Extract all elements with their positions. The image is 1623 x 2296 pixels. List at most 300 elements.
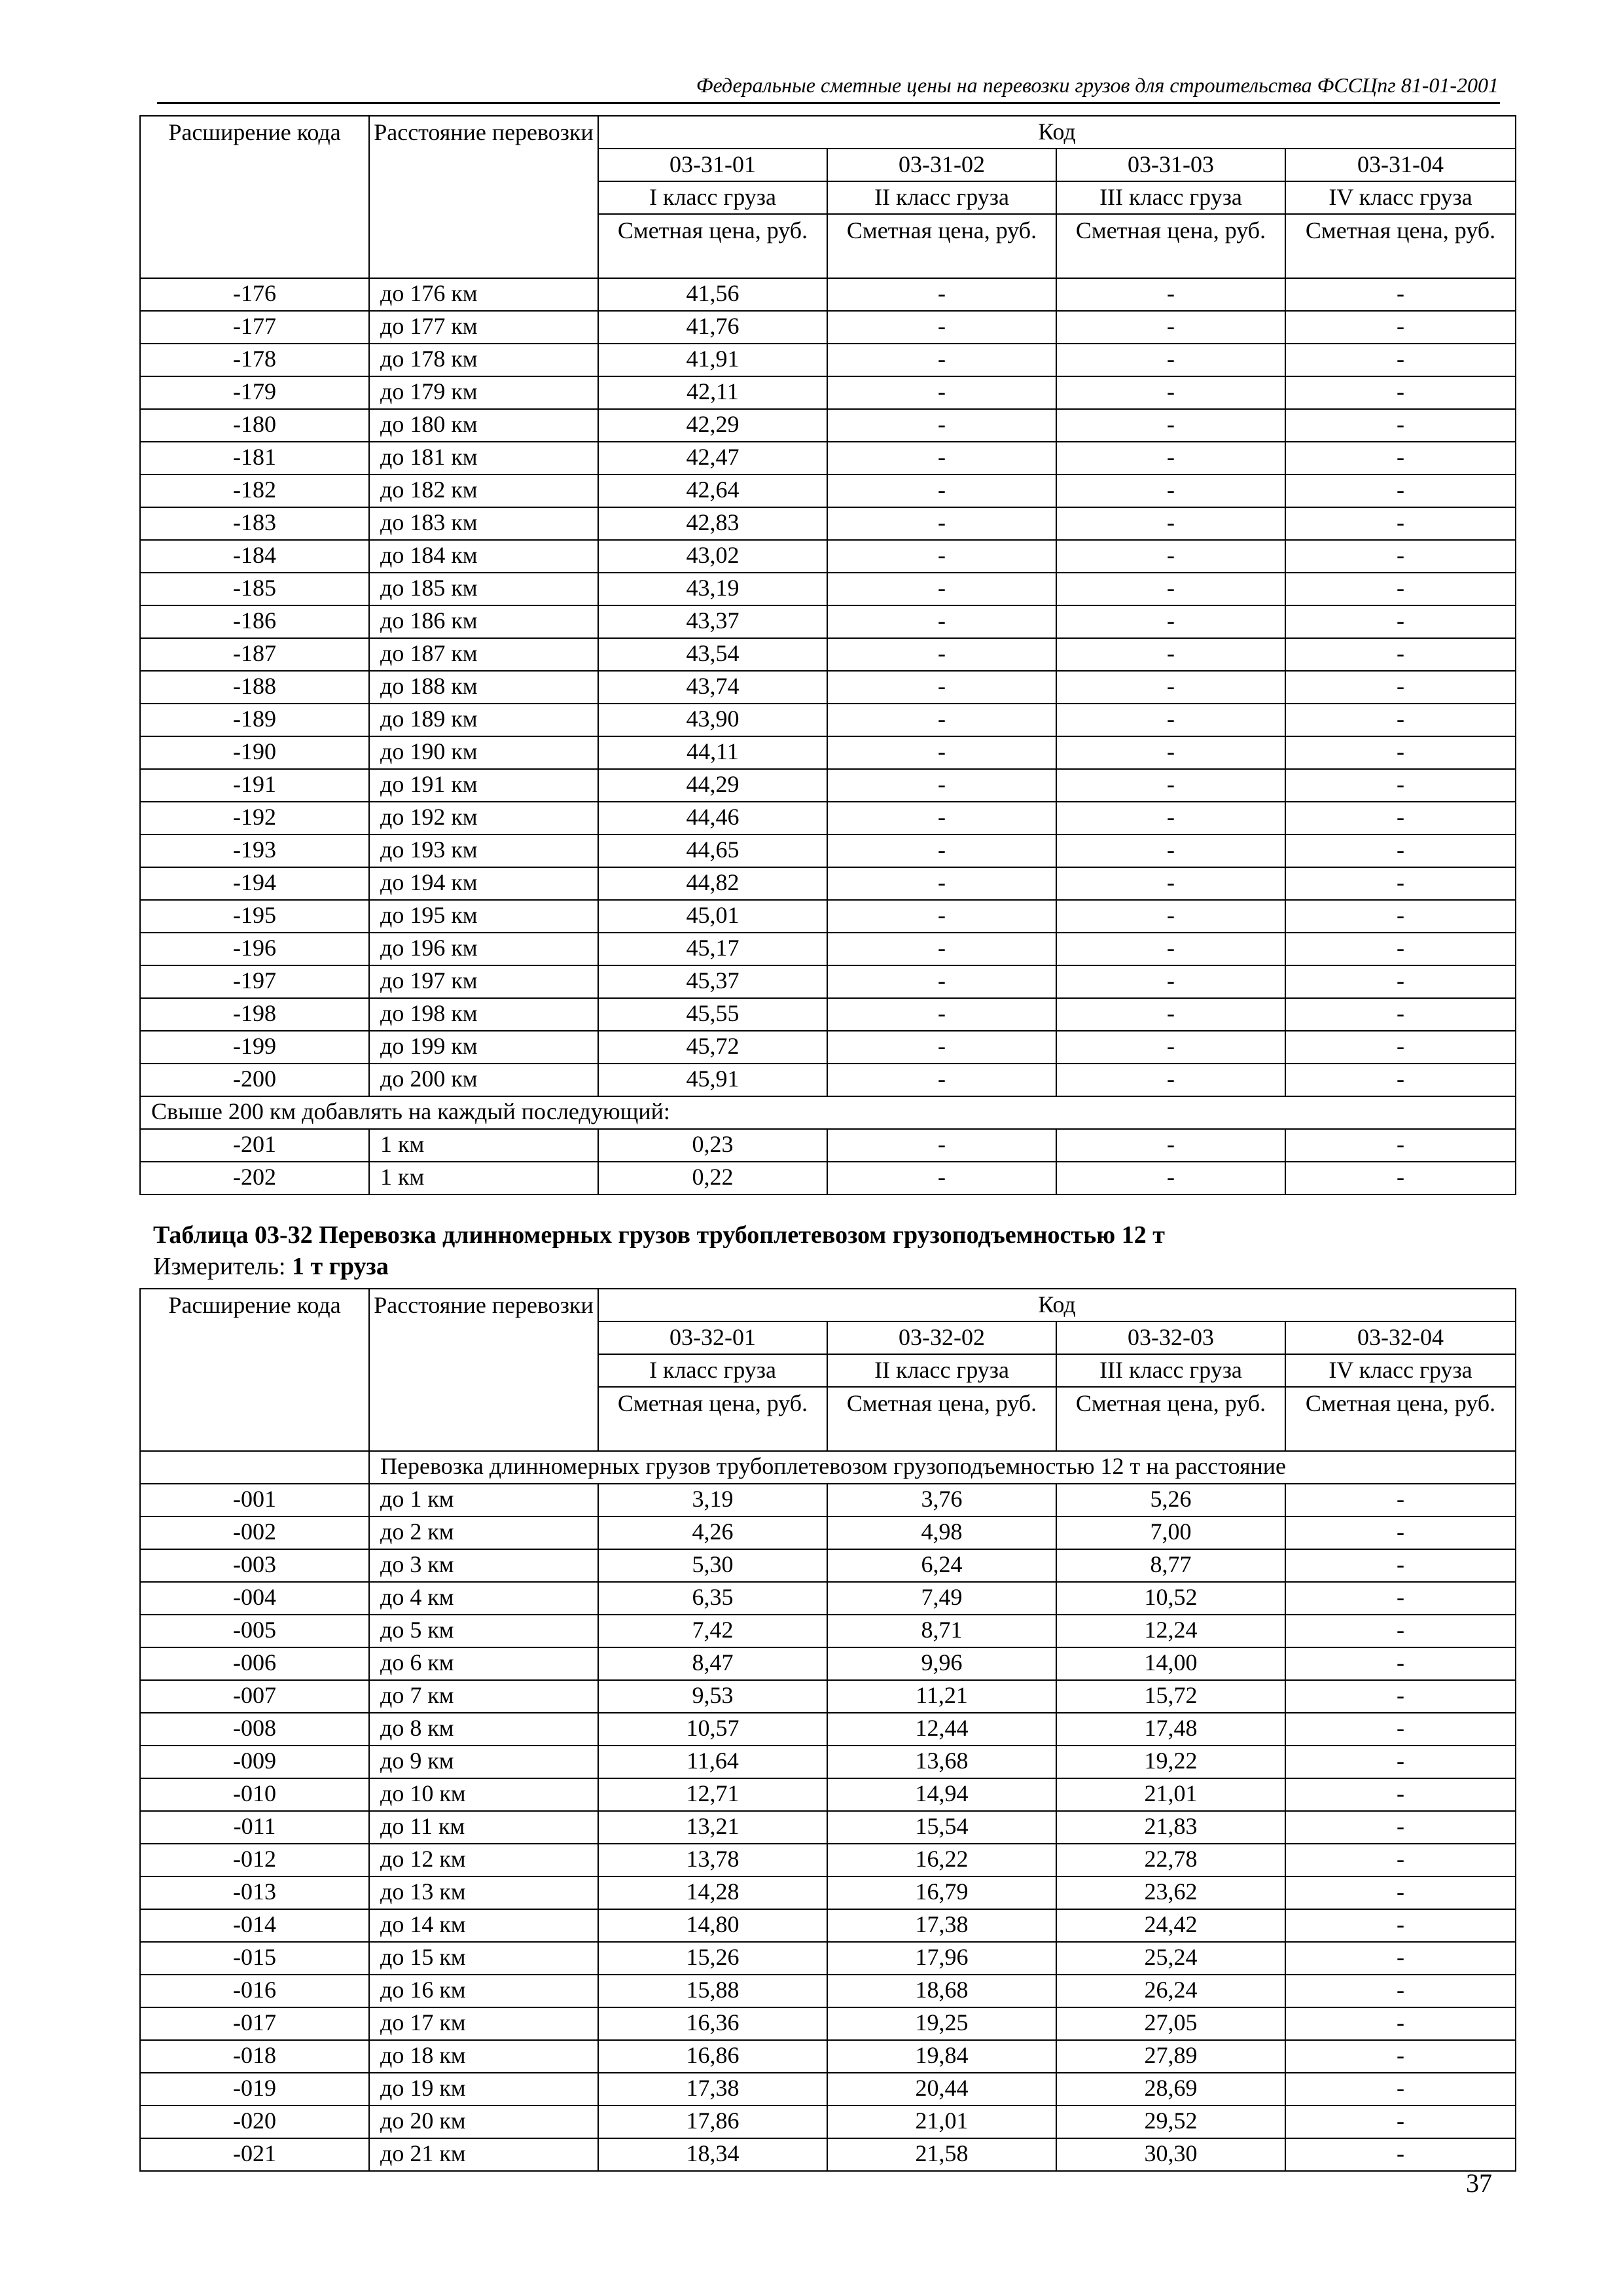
code-extension-cell: -183 — [140, 507, 369, 540]
col-header-extension: Расширение кода — [140, 1289, 369, 1451]
distance-cell: до 16 км — [369, 1975, 598, 2007]
distance-cell: до 11 км — [369, 1811, 598, 1844]
distance-cell: до 3 км — [369, 1549, 598, 1582]
section-row: Перевозка длинномерных грузов трубоплетевозом грузоподъемностью 12 т на расстояние — [369, 1451, 1516, 1484]
price-cell: 21,01 — [1056, 1778, 1285, 1811]
class-header: II класс груза — [827, 1354, 1056, 1387]
distance-cell: до 192 км — [369, 802, 598, 834]
price-cell: - — [1056, 540, 1285, 573]
code-header: 03-32-01 — [598, 1321, 827, 1354]
price-cell: - — [1056, 507, 1285, 540]
table-row — [140, 311, 1516, 344]
distance-cell: до 197 км — [369, 965, 598, 998]
price-cell: 14,00 — [1056, 1647, 1285, 1680]
distance-cell: до 20 км — [369, 2106, 598, 2138]
price-cell: 4,26 — [598, 1516, 827, 1549]
distance-cell: до 5 км — [369, 1615, 598, 1647]
header-rule — [157, 102, 1500, 104]
price-cell: 42,47 — [598, 442, 827, 475]
distance-cell: до 198 км — [369, 998, 598, 1031]
code-extension-cell: -004 — [140, 1582, 369, 1615]
distance-cell: до 183 км — [369, 507, 598, 540]
table-row — [140, 1713, 1516, 1746]
price-header: Сметная цена, руб. — [1056, 214, 1285, 278]
price-cell: - — [827, 442, 1056, 475]
distance-cell: до 4 км — [369, 1582, 598, 1615]
price-cell: - — [1285, 2007, 1516, 2040]
table-row — [140, 540, 1516, 573]
price-cell: 17,96 — [827, 1942, 1056, 1975]
table-row — [140, 605, 1516, 638]
price-cell: - — [1285, 965, 1516, 998]
distance-cell: до 186 км — [369, 605, 598, 638]
price-cell: - — [1285, 1615, 1516, 1647]
code-extension-cell: -177 — [140, 311, 369, 344]
table-row — [140, 1778, 1516, 1811]
price-cell: - — [1285, 2073, 1516, 2106]
price-cell: - — [1056, 409, 1285, 442]
distance-cell: до 178 км — [369, 344, 598, 376]
price-cell: 45,91 — [598, 1064, 827, 1096]
code-extension-cell: -192 — [140, 802, 369, 834]
price-cell: 7,00 — [1056, 1516, 1285, 1549]
price-cell: 16,22 — [827, 1844, 1056, 1876]
price-cell: 43,37 — [598, 605, 827, 638]
table-row — [140, 1516, 1516, 1549]
code-extension-cell: -001 — [140, 1484, 369, 1516]
price-header: Сметная цена, руб. — [1285, 1387, 1516, 1451]
price-cell: 17,48 — [1056, 1713, 1285, 1746]
price-cell: 43,19 — [598, 573, 827, 605]
code-header: 03-31-03 — [1056, 149, 1285, 181]
price-cell: - — [1285, 769, 1516, 802]
table-row — [140, 2073, 1516, 2106]
price-cell: - — [1285, 704, 1516, 736]
price-cell: - — [1056, 933, 1285, 965]
distance-cell: до 181 км — [369, 442, 598, 475]
price-cell: 5,26 — [1056, 1484, 1285, 1516]
distance-cell: до 189 км — [369, 704, 598, 736]
price-cell: 45,01 — [598, 900, 827, 933]
price-cell: - — [827, 965, 1056, 998]
price-cell: - — [1056, 278, 1285, 311]
distance-cell: до 185 км — [369, 573, 598, 605]
price-cell: 14,94 — [827, 1778, 1056, 1811]
price-cell: - — [1285, 1582, 1516, 1615]
table-row — [140, 1549, 1516, 1582]
class-header: III класс груза — [1056, 1354, 1285, 1387]
price-cell: - — [1285, 376, 1516, 409]
price-cell: 21,58 — [827, 2138, 1056, 2171]
price-cell: - — [1285, 475, 1516, 507]
distance-cell: до 190 км — [369, 736, 598, 769]
price-header: Сметная цена, руб. — [827, 1387, 1056, 1451]
price-header: Сметная цена, руб. — [827, 214, 1056, 278]
class-header: III класс груза — [1056, 181, 1285, 214]
table-row — [140, 671, 1516, 704]
code-extension-cell: -006 — [140, 1647, 369, 1680]
price-cell: 42,83 — [598, 507, 827, 540]
price-cell: - — [827, 802, 1056, 834]
price-cell: - — [1285, 1680, 1516, 1713]
table-row — [140, 442, 1516, 475]
price-cell: - — [1285, 998, 1516, 1031]
distance-cell: до 10 км — [369, 1778, 598, 1811]
price-cell: 45,72 — [598, 1031, 827, 1064]
table-row — [140, 1031, 1516, 1064]
price-cell: - — [1285, 442, 1516, 475]
table-row — [140, 1615, 1516, 1647]
price-cell: - — [827, 1064, 1056, 1096]
distance-cell: до 177 км — [369, 311, 598, 344]
price-cell: 41,76 — [598, 311, 827, 344]
code-extension-cell: -181 — [140, 442, 369, 475]
table-row — [140, 1844, 1516, 1876]
price-cell: - — [827, 376, 1056, 409]
code-extension-cell: -179 — [140, 376, 369, 409]
code-header: 03-32-04 — [1285, 1321, 1516, 1354]
price-cell: - — [827, 867, 1056, 900]
price-cell: 43,02 — [598, 540, 827, 573]
table-row — [140, 736, 1516, 769]
table-row — [140, 933, 1516, 965]
code-extension-cell: -016 — [140, 1975, 369, 2007]
price-cell: 18,34 — [598, 2138, 827, 2171]
distance-cell: до 2 км — [369, 1516, 598, 1549]
table-row — [140, 998, 1516, 1031]
distance-cell: до 193 км — [369, 834, 598, 867]
price-cell: - — [827, 900, 1056, 933]
price-cell: 25,24 — [1056, 1942, 1285, 1975]
price-cell: 42,64 — [598, 475, 827, 507]
price-cell: - — [827, 933, 1056, 965]
page-number: 37 — [1466, 2168, 1492, 2198]
table-row — [140, 1746, 1516, 1778]
code-extension-cell: -185 — [140, 573, 369, 605]
price-cell: 6,35 — [598, 1582, 827, 1615]
price-cell: - — [1285, 2040, 1516, 2073]
distance-cell: до 18 км — [369, 2040, 598, 2073]
price-cell: - — [827, 638, 1056, 671]
price-cell: 15,72 — [1056, 1680, 1285, 1713]
code-extension-cell: -198 — [140, 998, 369, 1031]
price-cell: 26,24 — [1056, 1975, 1285, 2007]
code-extension-cell: -196 — [140, 933, 369, 965]
distance-cell: до 195 км — [369, 900, 598, 933]
distance-cell: до 19 км — [369, 2073, 598, 2106]
code-extension-cell: -019 — [140, 2073, 369, 2106]
price-cell: 13,21 — [598, 1811, 827, 1844]
distance-cell: до 17 км — [369, 2007, 598, 2040]
distance-cell: 1 км — [369, 1162, 598, 1194]
price-cell: - — [1285, 409, 1516, 442]
col-header-distance: Расстояние перевозки — [369, 116, 598, 278]
code-header: 03-32-03 — [1056, 1321, 1285, 1354]
code-extension-cell: -193 — [140, 834, 369, 867]
price-cell: - — [1285, 1844, 1516, 1876]
price-cell: 41,56 — [598, 278, 827, 311]
class-header: IV класс груза — [1285, 1354, 1516, 1387]
price-cell: 17,38 — [598, 2073, 827, 2106]
price-cell: - — [1285, 1549, 1516, 1582]
code-extension-cell: -197 — [140, 965, 369, 998]
distance-cell: до 14 км — [369, 1909, 598, 1942]
code-extension-cell: -187 — [140, 638, 369, 671]
price-cell: - — [827, 834, 1056, 867]
table-row — [140, 2106, 1516, 2138]
price-cell: - — [1285, 1811, 1516, 1844]
code-extension-cell: -184 — [140, 540, 369, 573]
price-cell: - — [1056, 867, 1285, 900]
price-cell: - — [1056, 1129, 1285, 1162]
code-extension-cell: -018 — [140, 2040, 369, 2073]
price-cell: - — [1056, 573, 1285, 605]
code-extension-cell: -009 — [140, 1746, 369, 1778]
price-cell: 10,52 — [1056, 1582, 1285, 1615]
price-cell: 42,29 — [598, 409, 827, 442]
code-extension-cell: -002 — [140, 1516, 369, 1549]
price-cell: - — [1285, 1909, 1516, 1942]
price-cell: - — [827, 507, 1056, 540]
price-cell: - — [1285, 1129, 1516, 1162]
table-row — [140, 1975, 1516, 2007]
price-cell: - — [1285, 311, 1516, 344]
price-cell: - — [827, 605, 1056, 638]
price-cell: 4,98 — [827, 1516, 1056, 1549]
running-header: Федеральные сметные цены на перевозки грузов для строительства ФССЦпг 81-01-2001 — [696, 73, 1499, 97]
code-extension-cell: -194 — [140, 867, 369, 900]
distance-cell: до 13 км — [369, 1876, 598, 1909]
price-cell: 44,46 — [598, 802, 827, 834]
price-cell: - — [827, 540, 1056, 573]
table-row — [140, 2138, 1516, 2171]
price-header: Сметная цена, руб. — [1056, 1387, 1285, 1451]
price-cell: - — [1056, 998, 1285, 1031]
table-row — [140, 409, 1516, 442]
table-row — [140, 2007, 1516, 2040]
table-row — [140, 344, 1516, 376]
distance-cell: до 8 км — [369, 1713, 598, 1746]
price-cell: 43,90 — [598, 704, 827, 736]
price-cell: 7,42 — [598, 1615, 827, 1647]
price-cell: 0,22 — [598, 1162, 827, 1194]
price-cell: 45,55 — [598, 998, 827, 1031]
price-cell: 8,71 — [827, 1615, 1056, 1647]
code-header: 03-31-04 — [1285, 149, 1516, 181]
price-cell: - — [1285, 867, 1516, 900]
distance-cell: до 182 км — [369, 475, 598, 507]
price-cell: 14,28 — [598, 1876, 827, 1909]
price-cell: - — [1056, 344, 1285, 376]
price-cell: 11,64 — [598, 1746, 827, 1778]
price-cell: - — [1285, 671, 1516, 704]
table-row — [140, 638, 1516, 671]
table-row — [140, 1582, 1516, 1615]
code-header: 03-31-01 — [598, 149, 827, 181]
price-cell: 5,30 — [598, 1549, 827, 1582]
code-extension-cell: -186 — [140, 605, 369, 638]
price-cell: - — [1056, 834, 1285, 867]
price-cell: 16,79 — [827, 1876, 1056, 1909]
price-cell: 9,96 — [827, 1647, 1056, 1680]
price-cell: - — [1056, 311, 1285, 344]
price-header: Сметная цена, руб. — [1285, 214, 1516, 278]
price-cell: 15,54 — [827, 1811, 1056, 1844]
table-row — [140, 573, 1516, 605]
table-row — [140, 1876, 1516, 1909]
price-cell: - — [1056, 638, 1285, 671]
distance-cell: до 196 км — [369, 933, 598, 965]
code-extension-cell: -201 — [140, 1129, 369, 1162]
price-cell: 11,21 — [827, 1680, 1056, 1713]
price-cell: - — [1056, 900, 1285, 933]
distance-cell: до 7 км — [369, 1680, 598, 1713]
table-row — [140, 1162, 1516, 1194]
price-cell: - — [1285, 2138, 1516, 2171]
price-cell: 44,29 — [598, 769, 827, 802]
price-cell: 8,47 — [598, 1647, 827, 1680]
price-cell: 21,83 — [1056, 1811, 1285, 1844]
price-cell: - — [1285, 900, 1516, 933]
price-cell: 0,23 — [598, 1129, 827, 1162]
price-cell: 41,91 — [598, 344, 827, 376]
price-cell: 21,01 — [827, 2106, 1056, 2138]
table-row — [140, 802, 1516, 834]
price-cell: - — [1285, 540, 1516, 573]
price-cell: - — [1285, 1064, 1516, 1096]
price-cell: 30,30 — [1056, 2138, 1285, 2171]
price-cell: - — [827, 736, 1056, 769]
price-cell: - — [1285, 1876, 1516, 1909]
price-cell: 10,57 — [598, 1713, 827, 1746]
code-extension-cell: -189 — [140, 704, 369, 736]
price-cell: 19,22 — [1056, 1746, 1285, 1778]
price-cell: - — [1285, 834, 1516, 867]
table-03-32 — [139, 1288, 1516, 2172]
table-row — [140, 965, 1516, 998]
code-extension-cell: -188 — [140, 671, 369, 704]
price-cell: - — [1285, 1031, 1516, 1064]
code-extension-cell: -190 — [140, 736, 369, 769]
price-cell: 42,11 — [598, 376, 827, 409]
price-cell: 44,65 — [598, 834, 827, 867]
price-cell: 43,74 — [598, 671, 827, 704]
price-cell: - — [1285, 1778, 1516, 1811]
price-header: Сметная цена, руб. — [598, 1387, 827, 1451]
price-cell: - — [827, 311, 1056, 344]
code-extension-cell: -199 — [140, 1031, 369, 1064]
code-extension-cell: -176 — [140, 278, 369, 311]
price-cell: - — [1285, 1746, 1516, 1778]
note-cell: Свыше 200 км добавлять на каждый последующий: — [140, 1096, 1516, 1129]
code-header: 03-31-02 — [827, 149, 1056, 181]
code-extension-cell: -191 — [140, 769, 369, 802]
col-header-extension: Расширение кода — [140, 116, 369, 278]
price-cell: - — [1056, 769, 1285, 802]
table-row — [140, 1129, 1516, 1162]
table-row — [140, 2040, 1516, 2073]
price-cell: 12,71 — [598, 1778, 827, 1811]
price-cell: - — [1056, 1064, 1285, 1096]
distance-cell: до 9 км — [369, 1746, 598, 1778]
distance-cell: до 180 км — [369, 409, 598, 442]
price-cell: - — [1285, 1942, 1516, 1975]
price-cell: - — [1056, 1162, 1285, 1194]
price-cell: - — [827, 671, 1056, 704]
price-cell: - — [827, 1129, 1056, 1162]
note-row — [140, 1096, 1516, 1129]
price-cell: - — [1056, 442, 1285, 475]
code-extension-cell: -010 — [140, 1778, 369, 1811]
class-header: IV класс груза — [1285, 181, 1516, 214]
price-cell: 15,26 — [598, 1942, 827, 1975]
distance-cell: до 187 км — [369, 638, 598, 671]
price-cell: - — [827, 704, 1056, 736]
table-row — [140, 867, 1516, 900]
table-row — [140, 376, 1516, 409]
table-row — [140, 1942, 1516, 1975]
distance-cell: до 12 км — [369, 1844, 598, 1876]
measure-value: 1 т груза — [292, 1253, 389, 1280]
price-cell: - — [1056, 802, 1285, 834]
price-cell: - — [1285, 573, 1516, 605]
code-extension-cell: -014 — [140, 1909, 369, 1942]
code-extension-cell: -200 — [140, 1064, 369, 1096]
code-extension-cell: -011 — [140, 1811, 369, 1844]
table-row — [140, 1064, 1516, 1096]
price-cell: 17,38 — [827, 1909, 1056, 1942]
code-extension-cell: -005 — [140, 1615, 369, 1647]
distance-cell: до 21 км — [369, 2138, 598, 2171]
price-cell: 13,78 — [598, 1844, 827, 1876]
price-cell: 45,17 — [598, 933, 827, 965]
col-header-distance: Расстояние перевозки — [369, 1289, 598, 1451]
table-row — [140, 704, 1516, 736]
price-cell: - — [1285, 1162, 1516, 1194]
price-cell: - — [827, 409, 1056, 442]
section-empty-cell — [140, 1451, 369, 1484]
price-cell: - — [827, 1162, 1056, 1194]
price-cell: - — [1285, 638, 1516, 671]
code-extension-cell: -003 — [140, 1549, 369, 1582]
price-cell: - — [1056, 736, 1285, 769]
distance-cell: до 188 км — [369, 671, 598, 704]
price-cell: 16,86 — [598, 2040, 827, 2073]
distance-cell: до 199 км — [369, 1031, 598, 1064]
price-cell: - — [1056, 605, 1285, 638]
code-header: 03-32-02 — [827, 1321, 1056, 1354]
price-cell: 29,52 — [1056, 2106, 1285, 2138]
col-header-code: Код — [598, 116, 1516, 149]
table-03-31 — [139, 115, 1516, 1195]
price-cell: 44,82 — [598, 867, 827, 900]
code-extension-cell: -017 — [140, 2007, 369, 2040]
price-cell: - — [1056, 704, 1285, 736]
price-header: Сметная цена, руб. — [598, 214, 827, 278]
price-cell: - — [827, 769, 1056, 802]
price-cell: 44,11 — [598, 736, 827, 769]
price-cell: 22,78 — [1056, 1844, 1285, 1876]
table-row — [140, 769, 1516, 802]
price-cell: - — [827, 573, 1056, 605]
class-header: I класс груза — [598, 181, 827, 214]
table-row — [140, 900, 1516, 933]
price-cell: - — [1285, 933, 1516, 965]
price-cell: - — [1056, 965, 1285, 998]
price-cell: - — [1285, 344, 1516, 376]
price-cell: 43,54 — [598, 638, 827, 671]
distance-cell: до 184 км — [369, 540, 598, 573]
